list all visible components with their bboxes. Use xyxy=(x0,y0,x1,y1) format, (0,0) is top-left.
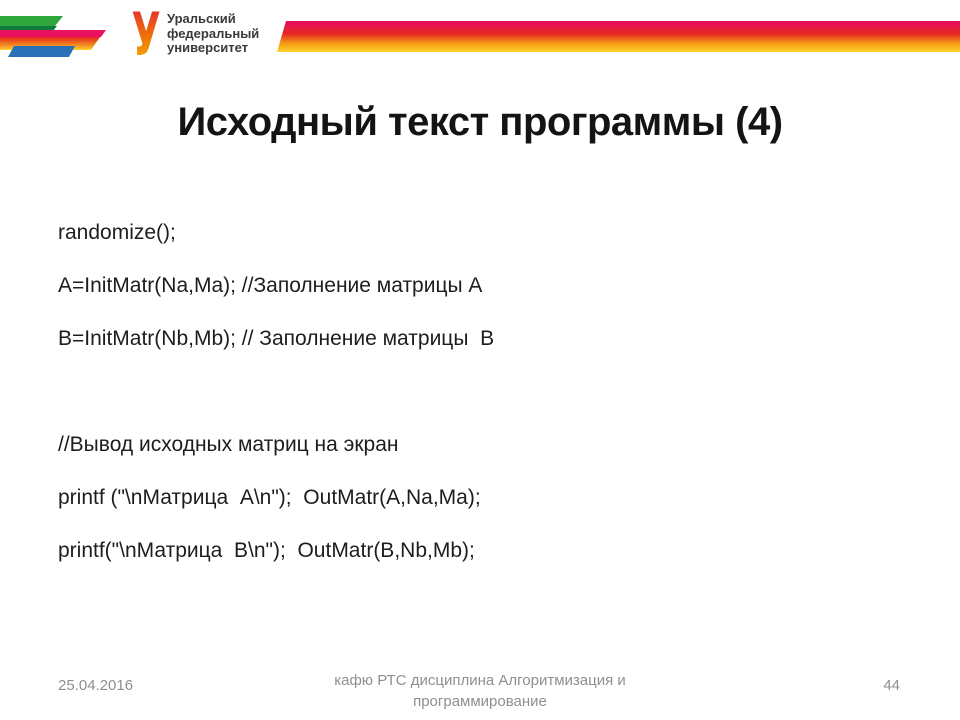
code-line: randomize(); xyxy=(58,220,176,244)
urfu-logo-mark-icon xyxy=(129,9,163,59)
stripe-blue xyxy=(8,46,75,57)
code-blank-line xyxy=(58,365,918,418)
code-block xyxy=(58,206,918,577)
urfu-logo-wordmark xyxy=(167,12,259,56)
code-line: printf ("\nМатрица A\n"); OutMatr(A,Na,Ma); xyxy=(58,485,481,509)
footer-course-line-1: кафю РТС дисциплина Алгоритмизация и xyxy=(334,672,626,689)
header-ribbon xyxy=(277,21,960,52)
stripe-magenta xyxy=(0,30,106,37)
footer-course xyxy=(300,670,660,712)
code-line: B=InitMatr(Nb,Mb); // Заполнение матрицы В xyxy=(58,326,495,350)
slide-title: Исходный текст программы (4) xyxy=(177,100,783,144)
stripe-green xyxy=(0,16,63,26)
code-line: printf("\nМатрица B\n"); OutMatr(B,Nb,Mb); xyxy=(58,538,475,562)
footer-course-line-2: программирование xyxy=(413,693,547,710)
code-line: A=InitMatr(Na,Ma); //Заполнение матрицы А xyxy=(58,273,483,297)
code-line: //Вывод исходных матриц на экран xyxy=(58,432,399,456)
logo-line-1: Уральский xyxy=(167,11,236,26)
footer-date: 25.04.2016 xyxy=(58,677,134,694)
urfu-logo-letter: У xyxy=(131,9,161,59)
footer-page-number: 44 xyxy=(883,677,900,694)
logo-line-3: университет xyxy=(167,40,249,55)
logo-line-2: федеральный xyxy=(167,25,260,41)
